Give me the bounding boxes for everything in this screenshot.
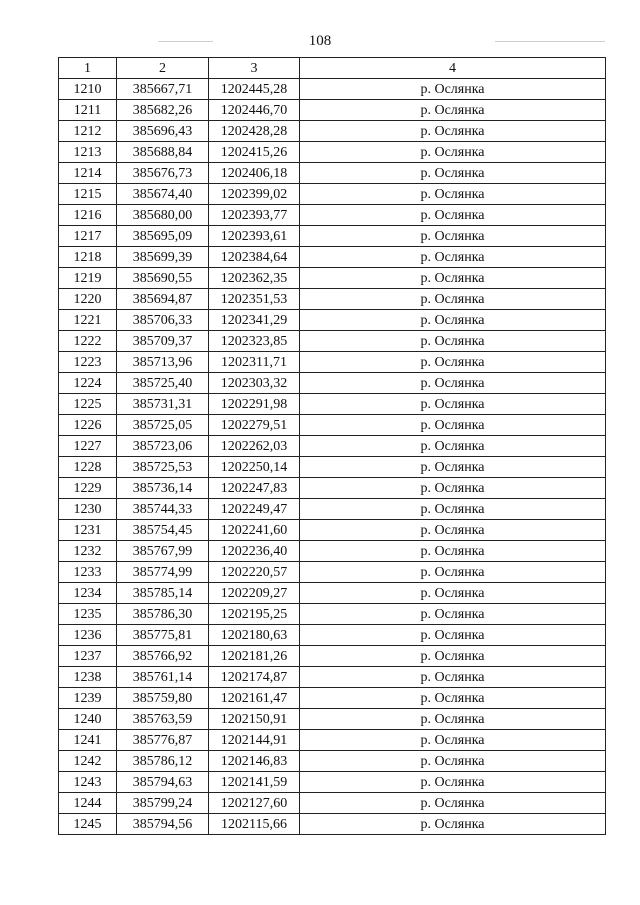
point-number-cell: 1239 — [59, 688, 117, 709]
x-coordinate-cell: 385774,99 — [117, 562, 209, 583]
point-number-cell: 1230 — [59, 499, 117, 520]
point-number-cell: 1227 — [59, 436, 117, 457]
point-number-cell: 1228 — [59, 457, 117, 478]
description-cell: р. Ослянка — [300, 646, 606, 667]
x-coordinate-cell: 385794,63 — [117, 772, 209, 793]
description-cell: р. Ослянка — [300, 205, 606, 226]
y-coordinate-cell: 1202115,66 — [209, 814, 300, 835]
table-row — [59, 310, 606, 331]
y-coordinate-cell: 1202279,51 — [209, 415, 300, 436]
x-coordinate-cell: 385775,81 — [117, 625, 209, 646]
description-cell: р. Ослянка — [300, 331, 606, 352]
x-coordinate-cell: 385674,40 — [117, 184, 209, 205]
point-number-cell: 1211 — [59, 100, 117, 121]
table-row — [59, 79, 606, 100]
table-row — [59, 520, 606, 541]
x-coordinate-cell: 385667,71 — [117, 79, 209, 100]
point-number-cell: 1242 — [59, 751, 117, 772]
point-number-cell: 1225 — [59, 394, 117, 415]
y-coordinate-cell: 1202247,83 — [209, 478, 300, 499]
y-coordinate-cell: 1202446,70 — [209, 100, 300, 121]
x-coordinate-cell: 385725,05 — [117, 415, 209, 436]
description-cell: р. Ослянка — [300, 247, 606, 268]
x-coordinate-cell: 385736,14 — [117, 478, 209, 499]
page-number: 108 — [308, 33, 332, 49]
table-row — [59, 667, 606, 688]
y-coordinate-cell: 1202174,87 — [209, 667, 300, 688]
table-row — [59, 121, 606, 142]
description-cell: р. Ослянка — [300, 79, 606, 100]
y-coordinate-cell: 1202428,28 — [209, 121, 300, 142]
y-coordinate-cell: 1202393,77 — [209, 205, 300, 226]
y-coordinate-cell: 1202250,14 — [209, 457, 300, 478]
table-row — [59, 730, 606, 751]
table-body — [59, 79, 606, 835]
y-coordinate-cell: 1202161,47 — [209, 688, 300, 709]
table-row — [59, 772, 606, 793]
description-cell: р. Ослянка — [300, 772, 606, 793]
y-coordinate-cell: 1202384,64 — [209, 247, 300, 268]
y-coordinate-cell: 1202351,53 — [209, 289, 300, 310]
point-number-cell: 1216 — [59, 205, 117, 226]
column-header-y: 3 — [209, 58, 300, 79]
y-coordinate-cell: 1202406,18 — [209, 163, 300, 184]
description-cell: р. Ослянка — [300, 499, 606, 520]
x-coordinate-cell: 385680,00 — [117, 205, 209, 226]
y-coordinate-cell: 1202181,26 — [209, 646, 300, 667]
description-cell: р. Ослянка — [300, 457, 606, 478]
x-coordinate-cell: 385776,87 — [117, 730, 209, 751]
description-cell: р. Ослянка — [300, 625, 606, 646]
y-coordinate-cell: 1202127,60 — [209, 793, 300, 814]
x-coordinate-cell: 385706,33 — [117, 310, 209, 331]
point-number-cell: 1221 — [59, 310, 117, 331]
x-coordinate-cell: 385696,43 — [117, 121, 209, 142]
table-row — [59, 205, 606, 226]
description-cell: р. Ослянка — [300, 394, 606, 415]
point-number-cell: 1238 — [59, 667, 117, 688]
x-coordinate-cell: 385688,84 — [117, 142, 209, 163]
x-coordinate-cell: 385786,30 — [117, 604, 209, 625]
point-number-cell: 1241 — [59, 730, 117, 751]
x-coordinate-cell: 385725,53 — [117, 457, 209, 478]
table-header-row — [59, 58, 606, 79]
point-number-cell: 1234 — [59, 583, 117, 604]
description-cell: р. Ослянка — [300, 751, 606, 772]
table-row — [59, 226, 606, 247]
description-cell: р. Ослянка — [300, 121, 606, 142]
description-cell: р. Ослянка — [300, 373, 606, 394]
column-header-x: 2 — [117, 58, 209, 79]
x-coordinate-cell: 385794,56 — [117, 814, 209, 835]
point-number-cell: 1237 — [59, 646, 117, 667]
table-row — [59, 436, 606, 457]
point-number-cell: 1233 — [59, 562, 117, 583]
y-coordinate-cell: 1202291,98 — [209, 394, 300, 415]
table-row — [59, 373, 606, 394]
x-coordinate-cell: 385766,92 — [117, 646, 209, 667]
description-cell: р. Ослянка — [300, 436, 606, 457]
table-row — [59, 814, 606, 835]
y-coordinate-cell: 1202341,29 — [209, 310, 300, 331]
x-coordinate-cell: 385709,37 — [117, 331, 209, 352]
column-header-number: 1 — [59, 58, 117, 79]
description-cell: р. Ослянка — [300, 100, 606, 121]
y-coordinate-cell: 1202146,83 — [209, 751, 300, 772]
table-row — [59, 604, 606, 625]
y-coordinate-cell: 1202144,91 — [209, 730, 300, 751]
description-cell: р. Ослянка — [300, 268, 606, 289]
y-coordinate-cell: 1202323,85 — [209, 331, 300, 352]
point-number-cell: 1245 — [59, 814, 117, 835]
y-coordinate-cell: 1202180,63 — [209, 625, 300, 646]
y-coordinate-cell: 1202141,59 — [209, 772, 300, 793]
description-cell: р. Ослянка — [300, 520, 606, 541]
table-row — [59, 583, 606, 604]
point-number-cell: 1223 — [59, 352, 117, 373]
y-coordinate-cell: 1202303,32 — [209, 373, 300, 394]
coordinates-table — [58, 57, 606, 835]
x-coordinate-cell: 385785,14 — [117, 583, 209, 604]
table-row — [59, 184, 606, 205]
x-coordinate-cell: 385761,14 — [117, 667, 209, 688]
x-coordinate-cell: 385799,24 — [117, 793, 209, 814]
description-cell: р. Ослянка — [300, 142, 606, 163]
description-cell: р. Ослянка — [300, 541, 606, 562]
description-cell: р. Ослянка — [300, 163, 606, 184]
description-cell: р. Ослянка — [300, 226, 606, 247]
table-row — [59, 478, 606, 499]
point-number-cell: 1220 — [59, 289, 117, 310]
description-cell: р. Ослянка — [300, 814, 606, 835]
point-number-cell: 1236 — [59, 625, 117, 646]
description-cell: р. Ослянка — [300, 415, 606, 436]
table-row — [59, 289, 606, 310]
point-number-cell: 1215 — [59, 184, 117, 205]
table-row — [59, 793, 606, 814]
y-coordinate-cell: 1202445,28 — [209, 79, 300, 100]
y-coordinate-cell: 1202236,40 — [209, 541, 300, 562]
table-row — [59, 415, 606, 436]
table-row — [59, 688, 606, 709]
description-cell: р. Ослянка — [300, 310, 606, 331]
x-coordinate-cell: 385786,12 — [117, 751, 209, 772]
point-number-cell: 1235 — [59, 604, 117, 625]
table-row — [59, 625, 606, 646]
table-row — [59, 541, 606, 562]
x-coordinate-cell: 385763,59 — [117, 709, 209, 730]
point-number-cell: 1212 — [59, 121, 117, 142]
description-cell: р. Ослянка — [300, 478, 606, 499]
description-cell: р. Ослянка — [300, 667, 606, 688]
description-cell: р. Ослянка — [300, 793, 606, 814]
column-header-description: 4 — [300, 58, 606, 79]
x-coordinate-cell: 385731,31 — [117, 394, 209, 415]
table-row — [59, 352, 606, 373]
table-row — [59, 457, 606, 478]
x-coordinate-cell: 385759,80 — [117, 688, 209, 709]
y-coordinate-cell: 1202241,60 — [209, 520, 300, 541]
x-coordinate-cell: 385695,09 — [117, 226, 209, 247]
point-number-cell: 1217 — [59, 226, 117, 247]
description-cell: р. Ослянка — [300, 604, 606, 625]
table-row — [59, 247, 606, 268]
description-cell: р. Ослянка — [300, 184, 606, 205]
table-row — [59, 499, 606, 520]
x-coordinate-cell: 385754,45 — [117, 520, 209, 541]
table-row — [59, 709, 606, 730]
y-coordinate-cell: 1202209,27 — [209, 583, 300, 604]
point-number-cell: 1219 — [59, 268, 117, 289]
point-number-cell: 1213 — [59, 142, 117, 163]
y-coordinate-cell: 1202262,03 — [209, 436, 300, 457]
x-coordinate-cell: 385690,55 — [117, 268, 209, 289]
description-cell: р. Ослянка — [300, 688, 606, 709]
x-coordinate-cell: 385744,33 — [117, 499, 209, 520]
table-row — [59, 562, 606, 583]
description-cell: р. Ослянка — [300, 562, 606, 583]
point-number-cell: 1240 — [59, 709, 117, 730]
description-cell: р. Ослянка — [300, 289, 606, 310]
y-coordinate-cell: 1202362,35 — [209, 268, 300, 289]
description-cell: р. Ослянка — [300, 583, 606, 604]
x-coordinate-cell: 385725,40 — [117, 373, 209, 394]
description-cell: р. Ослянка — [300, 709, 606, 730]
table-row — [59, 646, 606, 667]
x-coordinate-cell: 385713,96 — [117, 352, 209, 373]
point-number-cell: 1214 — [59, 163, 117, 184]
point-number-cell: 1222 — [59, 331, 117, 352]
point-number-cell: 1231 — [59, 520, 117, 541]
point-number-cell: 1226 — [59, 415, 117, 436]
y-coordinate-cell: 1202195,25 — [209, 604, 300, 625]
y-coordinate-cell: 1202249,47 — [209, 499, 300, 520]
table-row — [59, 331, 606, 352]
point-number-cell: 1244 — [59, 793, 117, 814]
point-number-cell: 1232 — [59, 541, 117, 562]
x-coordinate-cell: 385682,26 — [117, 100, 209, 121]
x-coordinate-cell: 385694,87 — [117, 289, 209, 310]
y-coordinate-cell: 1202393,61 — [209, 226, 300, 247]
table-row — [59, 394, 606, 415]
point-number-cell: 1224 — [59, 373, 117, 394]
point-number-cell: 1210 — [59, 79, 117, 100]
table-row — [59, 100, 606, 121]
point-number-cell: 1243 — [59, 772, 117, 793]
table-row — [59, 163, 606, 184]
y-coordinate-cell: 1202311,71 — [209, 352, 300, 373]
description-cell: р. Ослянка — [300, 352, 606, 373]
y-coordinate-cell: 1202399,02 — [209, 184, 300, 205]
x-coordinate-cell: 385699,39 — [117, 247, 209, 268]
description-cell: р. Ослянка — [300, 730, 606, 751]
y-coordinate-cell: 1202220,57 — [209, 562, 300, 583]
x-coordinate-cell: 385767,99 — [117, 541, 209, 562]
x-coordinate-cell: 385723,06 — [117, 436, 209, 457]
table-row — [59, 142, 606, 163]
y-coordinate-cell: 1202150,91 — [209, 709, 300, 730]
table-row — [59, 268, 606, 289]
x-coordinate-cell: 385676,73 — [117, 163, 209, 184]
y-coordinate-cell: 1202415,26 — [209, 142, 300, 163]
table-row — [59, 751, 606, 772]
point-number-cell: 1229 — [59, 478, 117, 499]
point-number-cell: 1218 — [59, 247, 117, 268]
